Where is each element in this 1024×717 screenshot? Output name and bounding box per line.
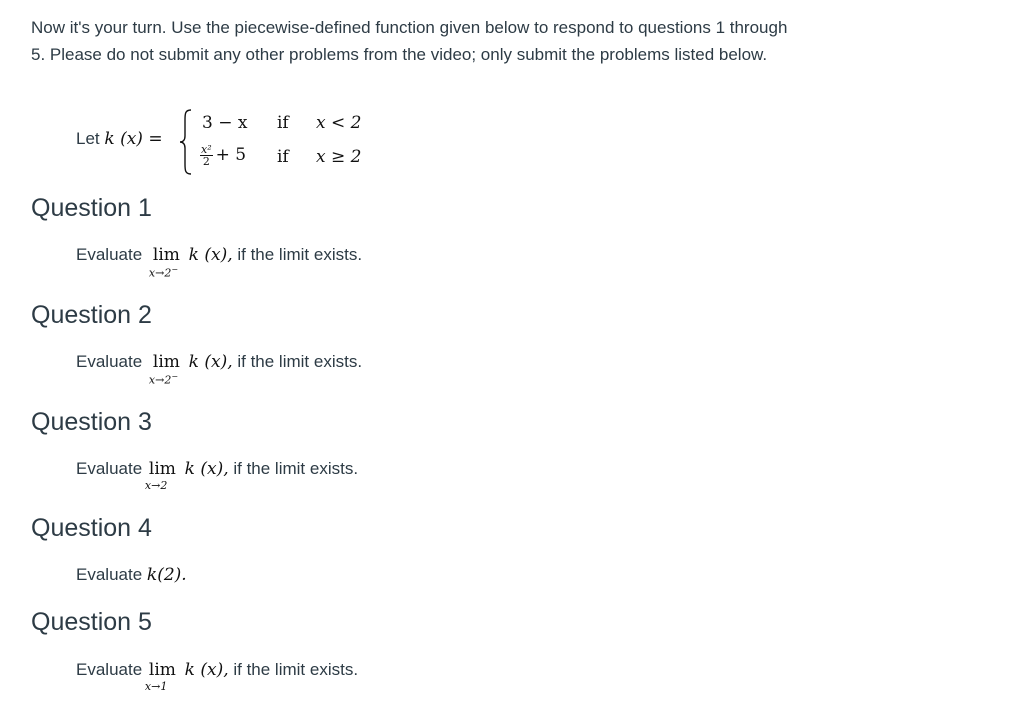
piecewise-function-definition (76, 108, 396, 178)
lim-side: − (171, 372, 179, 381)
question-suffix: if the limit exists. (233, 459, 359, 478)
evaluate-label: Evaluate (76, 352, 143, 371)
question-suffix: if the limit exists. (237, 245, 363, 264)
limit-subscript (149, 265, 178, 280)
limit-operator (148, 245, 180, 280)
question-3-heading: Question 3 (31, 408, 152, 436)
question-4-text (76, 565, 187, 585)
lim-approach: x→2 (148, 373, 172, 387)
limit-operator (148, 352, 180, 387)
function-expression: k(2). (146, 565, 187, 585)
limit-subscript (145, 680, 167, 693)
function-lhs: k (x) = (104, 129, 163, 149)
fraction-denominator: 2 (202, 155, 210, 168)
case-1-expression: 3 − x (202, 113, 248, 133)
function-expression: k (x), (188, 352, 233, 372)
limit-operator (144, 660, 176, 693)
question-1-text (76, 245, 363, 280)
evaluate-label: Evaluate (76, 660, 143, 679)
let-label: Let (76, 129, 100, 148)
case-2-if: if (277, 147, 289, 167)
lim-approach: x→1 (144, 680, 168, 693)
question-1-heading: Question 1 (31, 194, 152, 222)
question-5-text (76, 660, 359, 693)
function-expression: k (x), (184, 660, 229, 680)
instructions-paragraph: Now it's your turn. Use the piecewise-defined function given below to respond to questions 1 through 5. Please do not submit any other problems from the video; only submit the problems listed below. (31, 18, 788, 64)
question-2-heading: Question 2 (31, 301, 152, 329)
lim-word: lim (152, 245, 180, 265)
limit-subscript (145, 479, 167, 492)
left-brace (179, 108, 193, 176)
case-2-fraction (200, 144, 213, 167)
question-suffix: if the limit exists. (237, 352, 363, 371)
question-5-heading: Question 5 (31, 608, 152, 636)
lim-word: lim (152, 352, 180, 372)
lim-approach: x→2 (144, 479, 168, 492)
question-3-text (76, 459, 359, 492)
limit-operator (144, 459, 176, 492)
case-2-condition: x ≥ 2 (316, 147, 362, 167)
function-expression: k (x), (188, 245, 233, 265)
lim-side: − (171, 265, 179, 274)
lim-approach: x→2 (148, 266, 172, 280)
evaluate-label: Evaluate (76, 565, 143, 584)
question-suffix: if the limit exists. (233, 660, 359, 679)
question-2-text (76, 352, 363, 387)
case-2-tail: + 5 (215, 145, 247, 165)
case-2-expression (200, 144, 246, 167)
lim-word: lim (148, 459, 176, 479)
evaluate-label: Evaluate (76, 245, 143, 264)
lim-word: lim (148, 660, 176, 680)
function-expression: k (x), (184, 459, 229, 479)
case-1-if: if (277, 113, 289, 133)
evaluate-label: Evaluate (76, 459, 143, 478)
piecewise-lhs (76, 129, 163, 149)
fraction-numerator: x² (201, 143, 212, 156)
case-1-condition: x < 2 (316, 113, 362, 133)
limit-subscript (149, 372, 178, 387)
question-4-heading: Question 4 (31, 514, 152, 542)
